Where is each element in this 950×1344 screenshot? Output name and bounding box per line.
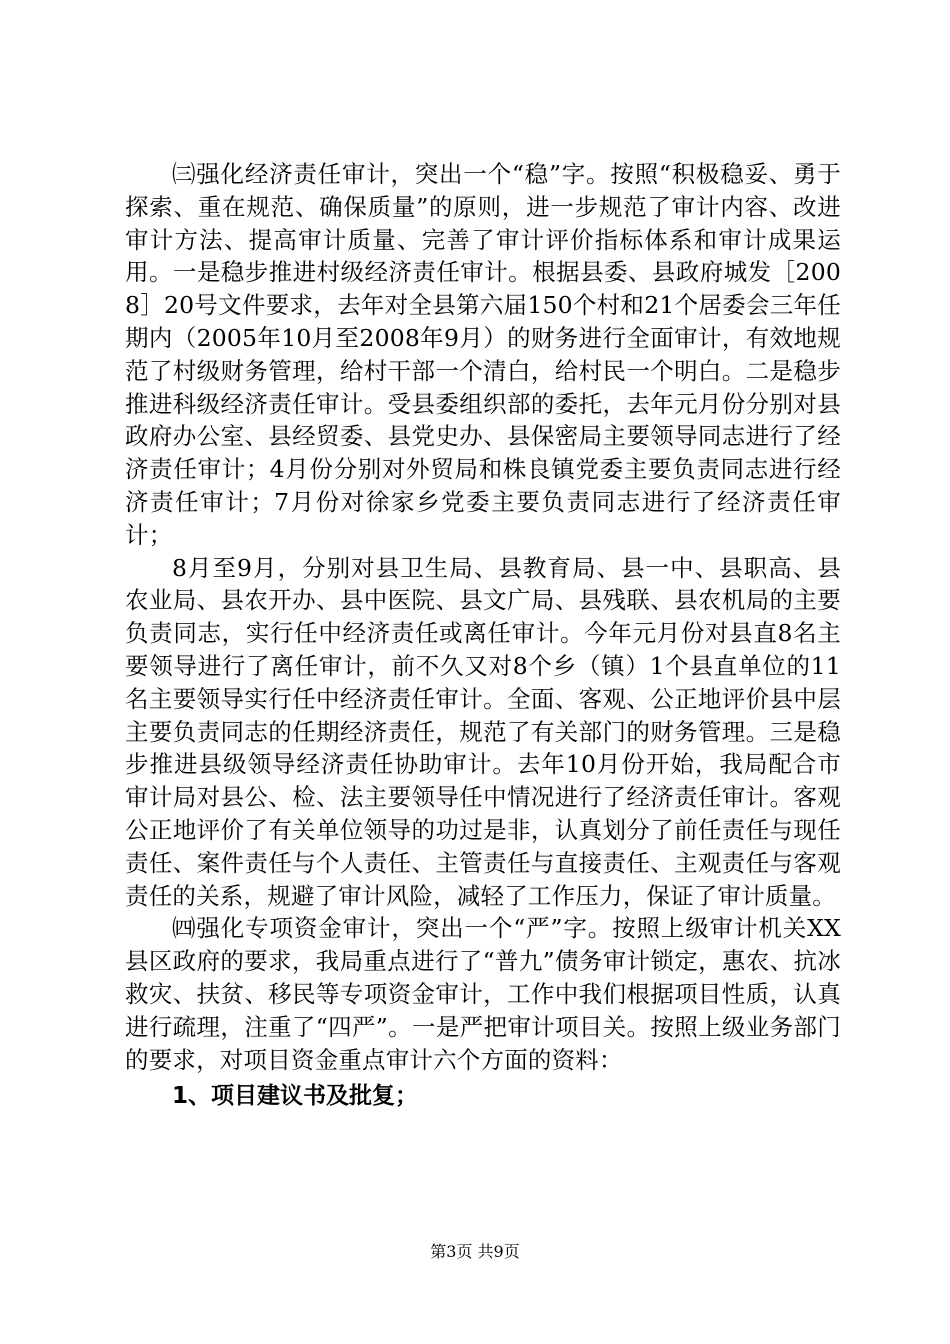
document-body xyxy=(125,158,841,1113)
paragraph-special-fund-audit: ㈣强化专项资金审计，突出一个“严”字。按照上级审计机关XX县区政府的要求，我局重点进行了“普九”债务审计锁定，惠农、抗冰救灾、扶贫、移民等专项资金审计，工作中我们根据项目性质，认真进行疏理，注重了“四严”。一是严把审计项目关。按照上级业务部门的要求，对项目资金重点审计六个方面的资料： xyxy=(125,914,841,1074)
page-number-footer: 第3页 共9页 xyxy=(430,1242,520,1261)
paragraph-audit-details: 8月至9月，分别对县卫生局、县教育局、县一中、县职高、县农业局、县农开办、县中医院、县文广局、县残联、县农机局的主要负责同志，实行任中经济责任或离任审计。今年元月份对县直8名主要领导进行了离任审计，前不久又对8个乡（镇）1个县直单位的11名主要领导实行任中经济责任审计。全面、客观、公正地评价县中层主要负责同志的任期经济责任，规范了有关部门的财务管理。三是稳步推进县级领导经济责任协助审计。去年10月份开始，我局配合市审计局对县公、检、法主要领导任中情况进行了经济责任审计。客观公正地评价了有关单位领导的功过是非，认真划分了前任责任与现任责任、案件责任与个人责任、主管责任与直接责任、主观责任与客观责任的关系，规避了审计风险，减轻了工作压力，保证了审计质量。 xyxy=(125,553,841,910)
paragraph-economic-responsibility-audit: ㈢强化经济责任审计，突出一个“稳”字。按照“积极稳妥、勇于探索、重在规范、确保质量”的原则，进一步规范了审计内容、改进审计方法、提高审计质量、完善了审计评价指标体系和审计成果运用。一是稳步推进村级经济责任审计。根据县委、县政府城发［2008］20号文件要求，去年对全县第六届150个村和21个居委会三年任期内（2005年10月至2008年9月）的财务进行全面审计，有效地规范了村级财务管理，给村干部一个清白，给村民一个明白。二是稳步推进科级经济责任审计。受县委组织部的委托，去年元月份分别对县政府办公室、县经贸委、县党史办、县保密局主要领导同志进行了经济责任审计；4月份分别对外贸局和株良镇党委主要负责同志进行经济责任审计；7月份对徐家乡党委主要负责同志进行了经济责任审计； xyxy=(125,160,841,549)
list-item-project-proposal: 1、项目建议书及批复； xyxy=(172,1083,419,1110)
